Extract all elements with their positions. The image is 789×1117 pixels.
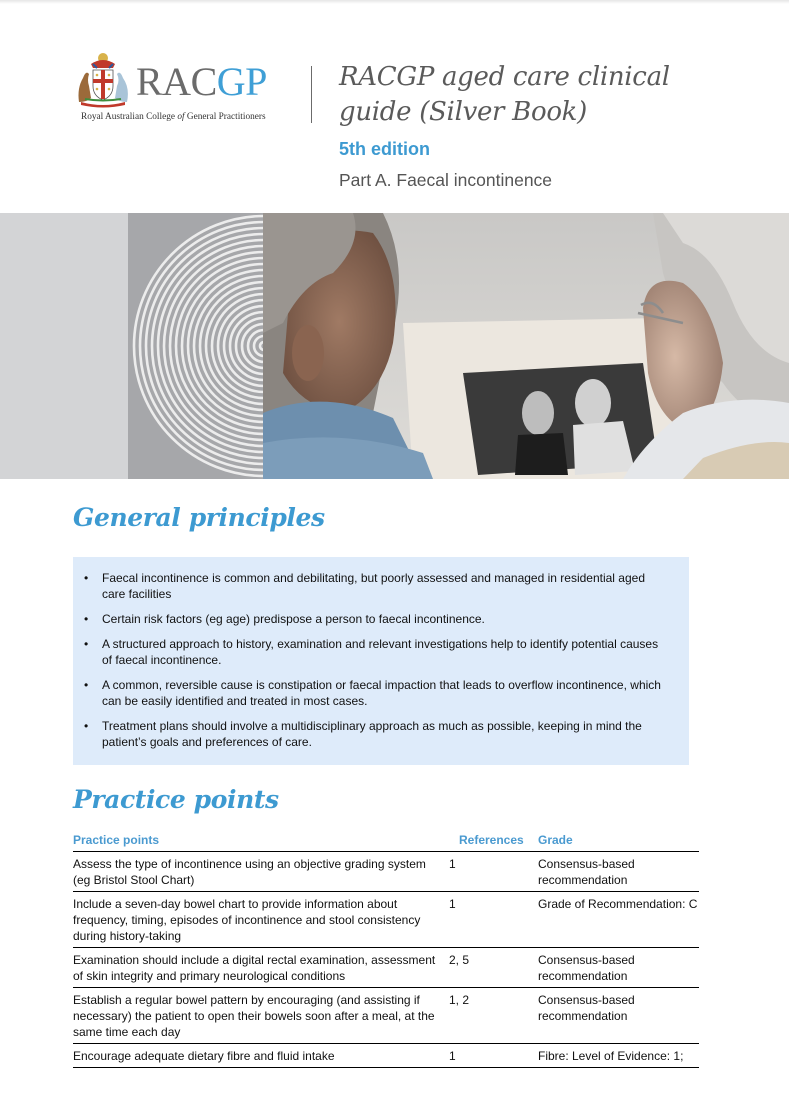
racgp-wordmark: RACGP [136,59,267,104]
table-row [73,988,699,1044]
list-item: • Faecal incontinence is common and debilitating, but poorly assessed and managed in residential aged care facilities [84,571,646,601]
elderly-couple-photo [263,213,789,479]
bullet-icon: • [84,571,89,585]
column-header-references: References [449,833,538,852]
list-item: • A common, reversible cause is constipation or faecal impaction that leads to overflow incontinence, which can be easily identified and treated in most cases. [84,678,661,708]
references-cell: 2, 5 [449,948,538,988]
list-item: • Treatment plans should involve a multidisciplinary approach as much as possible, keeping in mind the patient’s goals and preferences of care. [84,719,642,749]
principles-list [84,570,669,750]
bullet-icon: • [84,612,89,626]
list-item: • A structured approach to history, examination and relevant investigations help to identify potential causes of faecal incontinence. [84,637,659,667]
coat-of-arms-icon [73,52,133,108]
grade-cell: Fibre: Level of Evidence: 1; [538,1044,699,1068]
column-header-practice-points: Practice points [73,833,449,852]
table-header-row [73,833,699,852]
banner-light-band [0,213,128,479]
grade-cell: Consensus-based recommendation [538,988,699,1044]
table-row [73,1044,699,1068]
general-principles-box [73,557,689,765]
practice-point-cell: Encourage adequate dietary fibre and fluid intake [73,1044,449,1068]
list-item: • Certain risk factors (eg age) predispose a person to faecal incontinence. [84,612,485,626]
concentric-rings-decoration [128,213,264,479]
logo-subtitle: Royal Australian College of General Practitioners [81,112,266,122]
practice-point-cell: Include a seven-day bowel chart to provide information about frequency, timing, episodes of incontinence and stool consistency during history-taking [73,892,449,948]
column-header-grade: Grade [538,833,699,852]
grade-cell: Grade of Recommendation: C [538,892,699,948]
references-cell: 1 [449,1044,538,1068]
racgp-logo [73,52,288,124]
table-row [73,892,699,948]
references-cell: 1 [449,852,538,892]
bullet-icon: • [84,678,89,692]
bullet-icon: • [84,719,89,733]
grade-cell: Consensus-based recommendation [538,852,699,892]
general-principles-heading: General principles [73,503,325,532]
hero-banner [0,213,789,479]
practice-point-cell: Assess the type of incontinence using an objective grading system (eg Bristol Stool Chart) [73,852,449,892]
page-top-shadow [0,0,789,4]
references-cell: 1, 2 [449,988,538,1044]
bullet-icon: • [84,637,89,651]
table-row [73,852,699,892]
grade-cell: Consensus-based recommendation [538,948,699,988]
practice-points-heading: Practice points [73,785,279,814]
practice-points-table [73,833,699,1068]
document-title: RACGP aged care clinical guide (Silver Book) [339,62,670,127]
practice-point-cell: Examination should include a digital rectal examination, assessment of skin integrity and primary neurological conditions [73,948,449,988]
header-divider [311,66,312,123]
edition-label: 5th edition [339,139,430,159]
references-cell: 1 [449,892,538,948]
part-title: Part A. Faecal incontinence [339,170,553,190]
table-row [73,948,699,988]
practice-point-cell: Establish a regular bowel pattern by encouraging (and assisting if necessary) the patient to open their bowels soon after a meal, at the same time each day [73,988,449,1044]
